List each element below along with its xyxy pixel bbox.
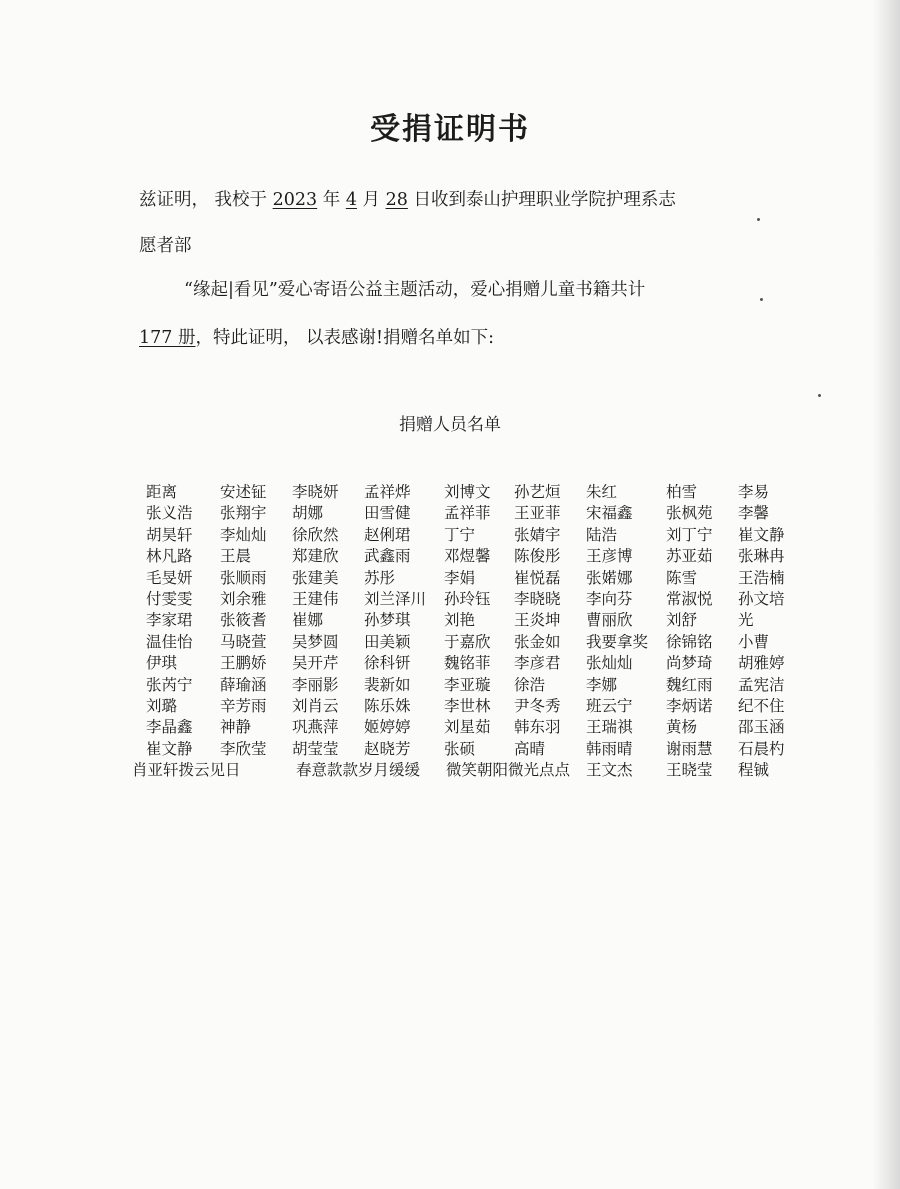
donor-name: 班云宁 [586, 697, 633, 715]
donor-name: 赵俐珺 [364, 525, 411, 544]
donor-name: 胡雅婷 [738, 654, 785, 673]
certificate-paragraph-line-2: 愿者部 [139, 236, 192, 256]
donor-name: 尹冬秀 [514, 697, 561, 715]
donor-name: 谢雨慧 [666, 739, 713, 758]
donor-name: 徐浩 [514, 675, 546, 694]
donor-name: 光 [738, 611, 754, 630]
donor-name: 孙文培 [738, 590, 785, 608]
scan-speck [818, 394, 821, 397]
donor-name: 李晶鑫 [146, 718, 193, 737]
document-title: 受捐证明书 [370, 112, 530, 147]
month-label: 月 [356, 190, 386, 210]
donor-name: 田美颖 [364, 632, 411, 651]
donor-name: 高晴 [514, 739, 546, 758]
donor-name: 距离 [146, 483, 178, 501]
donor-name: 姬婷婷 [364, 718, 411, 737]
donor-name: 刘丁宁 [666, 525, 713, 544]
donor-name: 马晓萱 [220, 632, 267, 651]
date-month: 4 [345, 190, 357, 210]
donor-name: 武鑫雨 [364, 547, 411, 566]
day-label: 日收到泰山护理职业学院护理系志 [407, 190, 676, 210]
donor-name: 邵玉涵 [738, 718, 785, 737]
donor-name: 李世林 [444, 697, 491, 715]
donor-name: 刘博文 [444, 483, 491, 501]
donor-name: 孙玲钰 [444, 590, 491, 608]
donor-name: 温佳怡 [146, 632, 193, 651]
donor-name: 张硕 [444, 739, 476, 758]
donor-name: 辛芳雨 [220, 697, 267, 715]
donor-name: 丁宁 [444, 525, 476, 544]
donor-name: 于嘉欣 [444, 632, 491, 651]
donor-name: 李炳诺 [666, 697, 713, 715]
donor-name: 肖亚轩拨云见日 [132, 761, 241, 780]
scan-speck [760, 298, 763, 301]
donor-name: 李彦君 [514, 654, 561, 673]
donor-name: 徐科钘 [364, 654, 411, 673]
donor-name: 刘肖云 [292, 697, 339, 715]
donor-name: 张顺雨 [220, 568, 267, 587]
donor-name: 陈俊彤 [514, 547, 561, 566]
donor-name: 石晨杓 [738, 739, 785, 758]
donor-name: 王炎坤 [514, 611, 561, 630]
donor-name: 李向芬 [586, 590, 633, 608]
donor-name: 刘兰泽川 [364, 590, 427, 608]
donor-name: 苏亚茹 [666, 547, 713, 566]
donor-list-title: 捐赠人员名单 [399, 415, 501, 435]
donor-name: 苏彤 [364, 568, 396, 587]
donor-name: 李丽影 [292, 675, 339, 694]
donor-name: 刘艳 [444, 611, 476, 630]
donor-name: 孟祥菲 [444, 504, 491, 523]
donor-name: 尚梦琦 [666, 654, 713, 673]
donor-name: 宋福鑫 [586, 504, 633, 523]
para1-prefix: 兹证明， 我校于 [139, 190, 273, 210]
page-edge-shadow [872, 0, 900, 1189]
donor-name: 徐锦铭 [666, 632, 713, 651]
donor-name: 王彦博 [586, 547, 633, 566]
donor-name: 胡昊轩 [146, 525, 193, 544]
donor-name: 李晓妍 [292, 483, 339, 501]
donor-name: 程铖 [738, 761, 770, 780]
donor-name: 邓煜馨 [444, 547, 491, 566]
donor-name: 李欣莹 [220, 739, 267, 758]
donor-name: 陈乐姝 [364, 697, 411, 715]
donor-name: 赵晓芳 [364, 739, 411, 758]
book-count: 177 册 [139, 328, 196, 348]
donor-name: 王建伟 [292, 590, 339, 608]
donor-name: 王瑞祺 [586, 718, 633, 737]
donor-name: 刘舒 [666, 611, 698, 630]
donor-name: 李易 [738, 483, 770, 501]
certificate-paragraph-line-1 [139, 186, 676, 211]
donor-name: 张枫苑 [666, 504, 713, 523]
donor-name: 安述钲 [220, 483, 267, 501]
donor-name: 李娟 [444, 568, 476, 587]
donor-name: 李晓晓 [514, 590, 561, 608]
donor-name: 裴新如 [364, 675, 411, 694]
donor-name: 张琳冉 [738, 547, 785, 566]
year-label: 年 [317, 190, 346, 210]
thanks-text: ，特此证明， 以表感谢!捐赠名单如下: [195, 328, 494, 348]
donor-name: 林凡路 [146, 547, 193, 566]
scan-speck [757, 218, 760, 221]
donor-name: 王浩楠 [738, 568, 785, 587]
donor-name: 毛旻妍 [146, 568, 193, 587]
donor-name: 徐欣然 [292, 525, 339, 544]
donor-name: 郑建欣 [292, 547, 339, 566]
donor-name: 李亚璇 [444, 675, 491, 694]
date-day: 28 [385, 190, 408, 210]
donor-name: 薛瑜涵 [220, 675, 267, 694]
donor-name: 魏红雨 [666, 675, 713, 694]
donor-name: 我要拿奖 [586, 632, 649, 651]
donor-name: 李家珺 [146, 611, 193, 630]
donor-name: 常淑悦 [666, 590, 713, 608]
donor-name: 刘璐 [146, 697, 178, 715]
donor-name: 胡莹莹 [292, 739, 339, 758]
donor-name: 孙艺烜 [514, 483, 561, 501]
donor-name: 刘余雅 [220, 590, 267, 608]
donor-name: 付雯雯 [146, 590, 193, 608]
donor-name: 微笑朝阳微光点点 [446, 761, 571, 780]
donor-name: 王亚菲 [514, 504, 561, 523]
donor-name: 巩燕萍 [292, 718, 339, 737]
donor-name: 魏铭菲 [444, 654, 491, 673]
donor-name: 春意款款岁月缓缓 [296, 761, 421, 780]
donor-name: 刘星茹 [444, 718, 491, 737]
donor-name: 张义浩 [146, 504, 193, 523]
donor-name: 张芮宁 [146, 675, 193, 694]
donor-name: 张筱耆 [220, 611, 267, 630]
donor-name: 吴开芹 [292, 654, 339, 673]
donation-count-line [139, 324, 494, 349]
donor-name: 崔文静 [738, 525, 785, 544]
donor-name: 纪不住 [738, 697, 785, 715]
donor-name: 张婧宇 [514, 525, 561, 544]
donor-name: 张翔宇 [220, 504, 267, 523]
donor-name: 李馨 [738, 504, 770, 523]
activity-description-line: “缘起|看见”爱心寄语公益主题活动，爱心捐赠儿童书籍共计 [184, 280, 646, 300]
donor-name: 张灿灿 [586, 654, 633, 673]
donor-name: 田雪健 [364, 504, 411, 523]
donor-name: 陈雪 [666, 568, 698, 587]
donor-name: 张建美 [292, 568, 339, 587]
donor-name: 孟祥烨 [364, 483, 411, 501]
donor-name: 黄杨 [666, 718, 698, 737]
donor-name: 韩雨晴 [586, 739, 633, 758]
donor-name: 李娜 [586, 675, 618, 694]
donor-name: 胡娜 [292, 504, 324, 523]
donor-name: 王晓莹 [666, 761, 713, 780]
donor-name: 王晨 [220, 547, 252, 566]
donor-name: 张婼娜 [586, 568, 633, 587]
donor-name: 朱红 [586, 483, 618, 501]
donor-name: 崔文静 [146, 739, 193, 758]
donor-name: 王文杰 [586, 761, 633, 780]
donor-name: 柏雪 [666, 483, 698, 501]
donor-name: 孟宪洁 [738, 675, 785, 694]
donor-name: 孙梦琪 [364, 611, 411, 630]
donor-name: 崔娜 [292, 611, 324, 630]
donor-name: 陆浩 [586, 525, 618, 544]
donor-name: 吴梦圆 [292, 632, 339, 651]
donor-name: 张金如 [514, 632, 561, 651]
donor-name: 韩东羽 [514, 718, 561, 737]
donor-name: 小曹 [738, 632, 770, 651]
donor-name: 李灿灿 [220, 525, 267, 544]
donor-name: 王鹏娇 [220, 654, 267, 673]
donor-name: 曹丽欣 [586, 611, 633, 630]
donor-name: 崔悦磊 [514, 568, 561, 587]
donor-name: 神静 [220, 718, 252, 737]
date-year: 2023 [272, 190, 318, 210]
donor-name: 伊琪 [146, 654, 178, 673]
